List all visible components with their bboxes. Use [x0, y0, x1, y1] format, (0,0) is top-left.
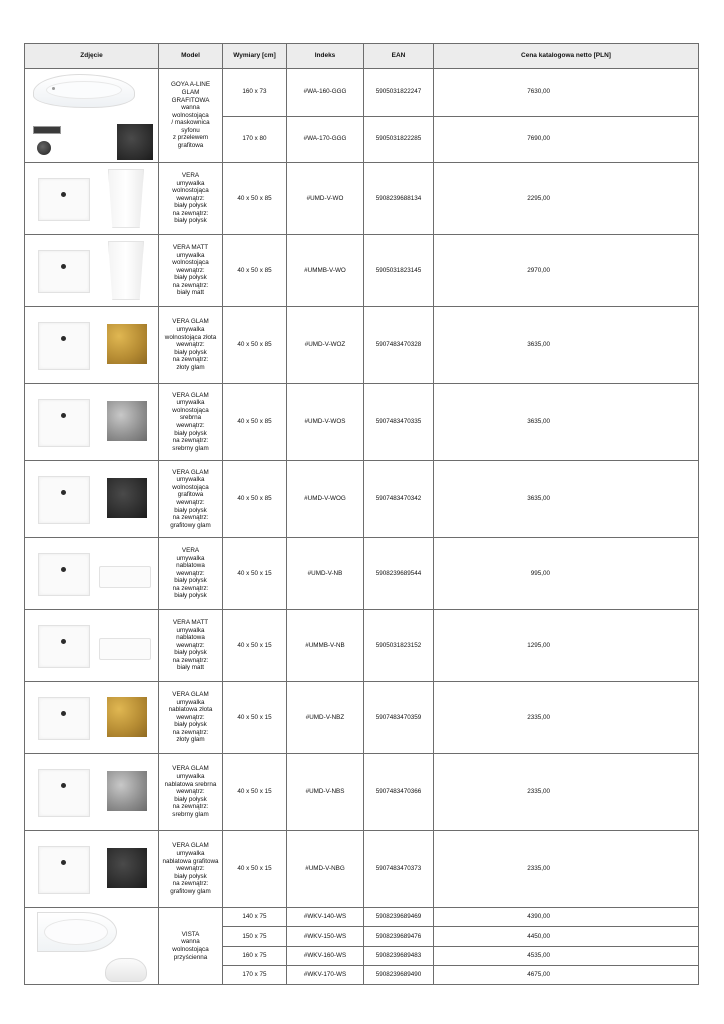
dimensions-cell: 40 x 50 x 85 [223, 461, 287, 538]
model-line: wewnątrz: [176, 194, 205, 202]
dimensions-cell: 40 x 50 x 15 [223, 754, 287, 831]
model-line: syfonu [181, 126, 200, 134]
model-line: wolnostojąca [172, 946, 209, 953]
model-cell [159, 754, 223, 831]
photo-cell [25, 461, 159, 538]
model-line: na zewnątrz: [172, 728, 209, 736]
ean-cell: 5905031822247 [364, 69, 434, 117]
drain-hole [61, 639, 66, 644]
model-line: nablatowa [176, 634, 205, 642]
index-cell: #UMMB-V-WO [287, 235, 364, 307]
model-line: na zewnątrz: [172, 803, 209, 811]
ean-cell: 5908239689483 [364, 946, 434, 965]
drain-hole [61, 860, 66, 865]
ean-cell: 5907483470359 [364, 682, 434, 754]
drain-hole [61, 567, 66, 572]
model-line: umywalka [176, 476, 205, 484]
model-line: GOYA A-LINE [170, 81, 211, 89]
header-photo: Zdjęcie [25, 44, 159, 69]
model-line: złoty glam [176, 736, 205, 744]
price-cell: 4390,00 [434, 908, 699, 927]
price-list-table [24, 43, 699, 985]
model-line: wewnątrz: [176, 422, 205, 429]
basin-top-view-image [38, 769, 90, 817]
model-line: srebrny glam [172, 444, 209, 452]
model-cell [159, 307, 223, 384]
graphite-swatch-image [117, 124, 153, 160]
model-line: umywalka [176, 179, 205, 187]
basin-top-view-image [38, 553, 90, 596]
gold-swatch-image [107, 697, 147, 737]
drain-hole [61, 264, 66, 269]
table-row [25, 610, 699, 682]
model-line: biały połysk [174, 274, 207, 282]
model-line: srebrny glam [172, 810, 209, 818]
model-line: VERA GLAM [172, 391, 209, 399]
model-line: nablatowa srebrna [164, 780, 217, 788]
table-row [25, 163, 699, 235]
model-line: na zewnątrz: [172, 656, 209, 664]
index-cell: #UMD-V-WOG [287, 461, 364, 538]
graphite-swatch-image [107, 478, 147, 518]
price-cell: 4675,00 [434, 965, 699, 984]
index-cell: #WKV-150-WS [287, 927, 364, 946]
model-line: biały matt [177, 289, 204, 297]
model-line: biały połysk [174, 795, 207, 803]
model-line: VERA MATT [172, 243, 209, 251]
ean-cell: 5905031822285 [364, 116, 434, 163]
header-row [25, 44, 699, 69]
ean-cell: 5908239689544 [364, 538, 434, 610]
photo-cell [25, 307, 159, 384]
siphon-cover-image [33, 126, 61, 134]
model-line: na zewnątrz: [172, 514, 209, 522]
price-cell: 2295,00 [434, 163, 699, 235]
model-cell [159, 461, 223, 538]
model-line: biały połysk [174, 217, 207, 225]
model-line: biały połysk [174, 202, 207, 210]
header-model: Model [159, 44, 223, 69]
price-cell: 2335,00 [434, 831, 699, 908]
model-line: VERA MATT [172, 618, 209, 626]
model-cell [159, 69, 223, 163]
dimensions-cell: 40 x 50 x 85 [223, 163, 287, 235]
index-cell: #UMD-V-WOS [287, 384, 364, 461]
model-line: wewnątrz: [176, 713, 205, 721]
model-cell [159, 538, 223, 610]
dimensions-cell: 170 x 80 [223, 116, 287, 163]
model-line: umywalka [176, 850, 205, 858]
header-dimensions: Wymiary [cm] [223, 44, 287, 69]
index-cell: #WKV-160-WS [287, 946, 364, 965]
model-line: na zewnątrz: [172, 437, 209, 445]
photo-cell [25, 69, 159, 163]
model-line: VISTA [181, 930, 200, 938]
basin-top-view-image [38, 322, 90, 370]
drain-hole [61, 490, 66, 495]
model-line: biały połysk [174, 649, 207, 657]
basin-top-view-image [38, 399, 90, 447]
model-line: nablatowa [176, 562, 205, 570]
model-line: przyścienna [173, 953, 208, 961]
model-line: wolnostojąca złota [164, 333, 217, 341]
model-line: nablatowa złota [168, 706, 213, 714]
ean-cell: 5905031823152 [364, 610, 434, 682]
basin-top-view-image [38, 697, 90, 740]
model-line: umywalka [176, 698, 205, 706]
ean-cell: 5907483470366 [364, 754, 434, 831]
photo-cell [25, 538, 159, 610]
photo-cell [25, 831, 159, 908]
gold-swatch-image [107, 324, 147, 364]
model-line: umywalka [176, 626, 205, 634]
dimensions-cell: 160 x 75 [223, 946, 287, 965]
ean-cell: 5908239689469 [364, 908, 434, 927]
price-cell: 2970,00 [434, 235, 699, 307]
index-cell: #WKV-140-WS [287, 908, 364, 927]
model-line: VERA GLAM [172, 468, 209, 476]
model-line: wolnostojąca [172, 259, 209, 267]
price-cell: 995,00 [434, 538, 699, 610]
dimensions-cell: 150 x 75 [223, 927, 287, 946]
model-line: z przelewem [172, 134, 209, 142]
model-cell [159, 610, 223, 682]
ean-cell: 5908239689490 [364, 965, 434, 984]
table-row [25, 69, 699, 117]
table-row [25, 831, 699, 908]
model-line: umywalka [176, 251, 205, 259]
model-line: GRAFITOWA [171, 96, 210, 104]
model-cell [159, 384, 223, 461]
price-cell: 7690,00 [434, 116, 699, 163]
model-line: VERA [181, 171, 200, 179]
model-line: VERA GLAM [172, 842, 209, 850]
dimensions-cell: 40 x 50 x 15 [223, 831, 287, 908]
model-cell [159, 163, 223, 235]
index-cell: #UMD-V-NBZ [287, 682, 364, 754]
header-ean: EAN [364, 44, 434, 69]
model-line: wolnostojąca [172, 483, 209, 491]
model-line: na zewnątrz: [172, 209, 209, 217]
model-line: grafitowa [177, 142, 204, 150]
pedestal-basin-side-image [108, 241, 144, 300]
photo-cell [25, 384, 159, 461]
model-line: na zewnątrz: [172, 880, 209, 888]
price-cell: 3635,00 [434, 461, 699, 538]
index-cell: #WKV-170-WS [287, 965, 364, 984]
model-line: na zewnątrz: [172, 356, 209, 364]
wall-bathtub-top-image [37, 912, 117, 952]
price-cell: 7630,00 [434, 69, 699, 117]
ean-cell: 5907483470328 [364, 307, 434, 384]
model-line: biały połysk [174, 348, 207, 356]
index-cell: #UMD-V-NBS [287, 754, 364, 831]
ean-cell: 5907483470335 [364, 384, 434, 461]
price-cell: 2335,00 [434, 754, 699, 831]
model-line: srebrna [179, 414, 202, 422]
model-line: wewnątrz: [176, 788, 205, 796]
photo-cell [25, 235, 159, 307]
model-line: VERA [181, 546, 200, 554]
table-row [25, 307, 699, 384]
model-line: biały matt [177, 664, 204, 672]
pedestal-basin-side-image [108, 169, 144, 228]
index-cell: #UMD-V-WO [287, 163, 364, 235]
model-line: grafitowy glam [170, 887, 211, 895]
model-line: wolnostojąca [172, 406, 209, 414]
photo-cell [25, 754, 159, 831]
model-line: wanna [181, 104, 200, 112]
index-cell: #UMD-V-NB [287, 538, 364, 610]
basin-top-view-image [38, 476, 90, 524]
model-line: wolnostojąca [172, 187, 209, 195]
price-cell: 3635,00 [434, 384, 699, 461]
ean-cell: 5907483470373 [364, 831, 434, 908]
table-row [25, 908, 699, 927]
silver-swatch-image [107, 401, 147, 441]
model-line: VERA GLAM [172, 765, 209, 773]
index-cell: #UMD-V-WOZ [287, 307, 364, 384]
table-row [25, 682, 699, 754]
model-line: złoty glam [176, 363, 205, 371]
model-line: wewnątrz: [176, 499, 205, 506]
wall-bathtub-side-image [105, 958, 147, 982]
price-cell: 1295,00 [434, 610, 699, 682]
model-line: GLAM [181, 88, 200, 96]
ean-cell: 5908239689476 [364, 927, 434, 946]
header-index: Indeks [287, 44, 364, 69]
drain-hole [61, 783, 66, 788]
countertop-basin-side-image [99, 566, 151, 588]
photo-cell [25, 908, 159, 985]
dimensions-cell: 40 x 50 x 15 [223, 682, 287, 754]
drain-knob-image [37, 141, 51, 155]
dimensions-cell: 40 x 50 x 15 [223, 610, 287, 682]
table-row [25, 384, 699, 461]
model-line: umywalka [176, 554, 205, 562]
photo-cell [25, 682, 159, 754]
photo-cell [25, 610, 159, 682]
model-line: biały połysk [174, 872, 207, 880]
dimensions-cell: 40 x 50 x 85 [223, 235, 287, 307]
model-line: umywalka [176, 399, 205, 407]
drain-hole [61, 413, 66, 418]
table-row [25, 538, 699, 610]
basin-top-view-image [38, 178, 90, 221]
price-cell: 2335,00 [434, 682, 699, 754]
model-line: VERA GLAM [172, 318, 209, 326]
drain-hole [61, 711, 66, 716]
model-line: biały połysk [174, 721, 207, 729]
price-cell: 3635,00 [434, 307, 699, 384]
model-line: wewnątrz: [176, 341, 205, 349]
silver-swatch-image [107, 771, 147, 811]
model-line: biały połysk [174, 592, 207, 600]
model-line: umywalka [176, 326, 205, 334]
ean-cell: 5907483470342 [364, 461, 434, 538]
graphite-swatch-image [107, 848, 147, 888]
dimensions-cell: 140 x 75 [223, 908, 287, 927]
model-line: wewnątrz: [176, 569, 205, 577]
basin-top-view-image [38, 250, 90, 293]
photo-cell [25, 163, 159, 235]
model-line: na zewnątrz: [172, 584, 209, 592]
freestanding-bathtub-image [33, 74, 135, 108]
dimensions-cell: 160 x 73 [223, 69, 287, 117]
model-line: biały połysk [174, 577, 207, 585]
model-line: grafitowy glam [170, 521, 211, 529]
model-line: biały połysk [174, 506, 207, 514]
ean-cell: 5908239688134 [364, 163, 434, 235]
table-row [25, 461, 699, 538]
index-cell: #UMMB-V-NB [287, 610, 364, 682]
model-line: / maskownica [171, 119, 210, 127]
countertop-basin-side-image [99, 638, 151, 660]
drain-hole [61, 192, 66, 197]
model-line: VERA GLAM [172, 690, 209, 698]
model-line: wewnątrz: [176, 266, 205, 274]
index-cell: #WA-170-GGG [287, 116, 364, 163]
index-cell: #WA-160-GGG [287, 69, 364, 117]
model-cell [159, 235, 223, 307]
model-line: grafitowa [177, 491, 204, 499]
table-row [25, 754, 699, 831]
model-line: wewnątrz: [176, 641, 205, 649]
model-line: biały połysk [174, 429, 207, 437]
dimensions-cell: 40 x 50 x 85 [223, 307, 287, 384]
model-cell [159, 682, 223, 754]
dimensions-cell: 170 x 75 [223, 965, 287, 984]
table-row [25, 235, 699, 307]
price-cell: 4450,00 [434, 927, 699, 946]
price-cell: 4535,00 [434, 946, 699, 965]
model-line: nablatowa grafitowa [162, 857, 219, 865]
basin-top-view-image [38, 625, 90, 668]
model-line: wolnostojąca [172, 111, 209, 119]
drain-hole [61, 336, 66, 341]
model-line: wewnątrz: [176, 865, 205, 873]
model-line: na zewnątrz: [172, 281, 209, 289]
model-line: wanna [181, 938, 200, 946]
model-cell [159, 831, 223, 908]
header-price: Cena katalogowa netto [PLN] [434, 44, 699, 69]
dimensions-cell: 40 x 50 x 15 [223, 538, 287, 610]
basin-top-view-image [38, 846, 90, 894]
index-cell: #UMD-V-NBG [287, 831, 364, 908]
ean-cell: 5905031823145 [364, 235, 434, 307]
dimensions-cell: 40 x 50 x 85 [223, 384, 287, 461]
model-cell [159, 908, 223, 985]
model-line: umywalka [176, 773, 205, 781]
